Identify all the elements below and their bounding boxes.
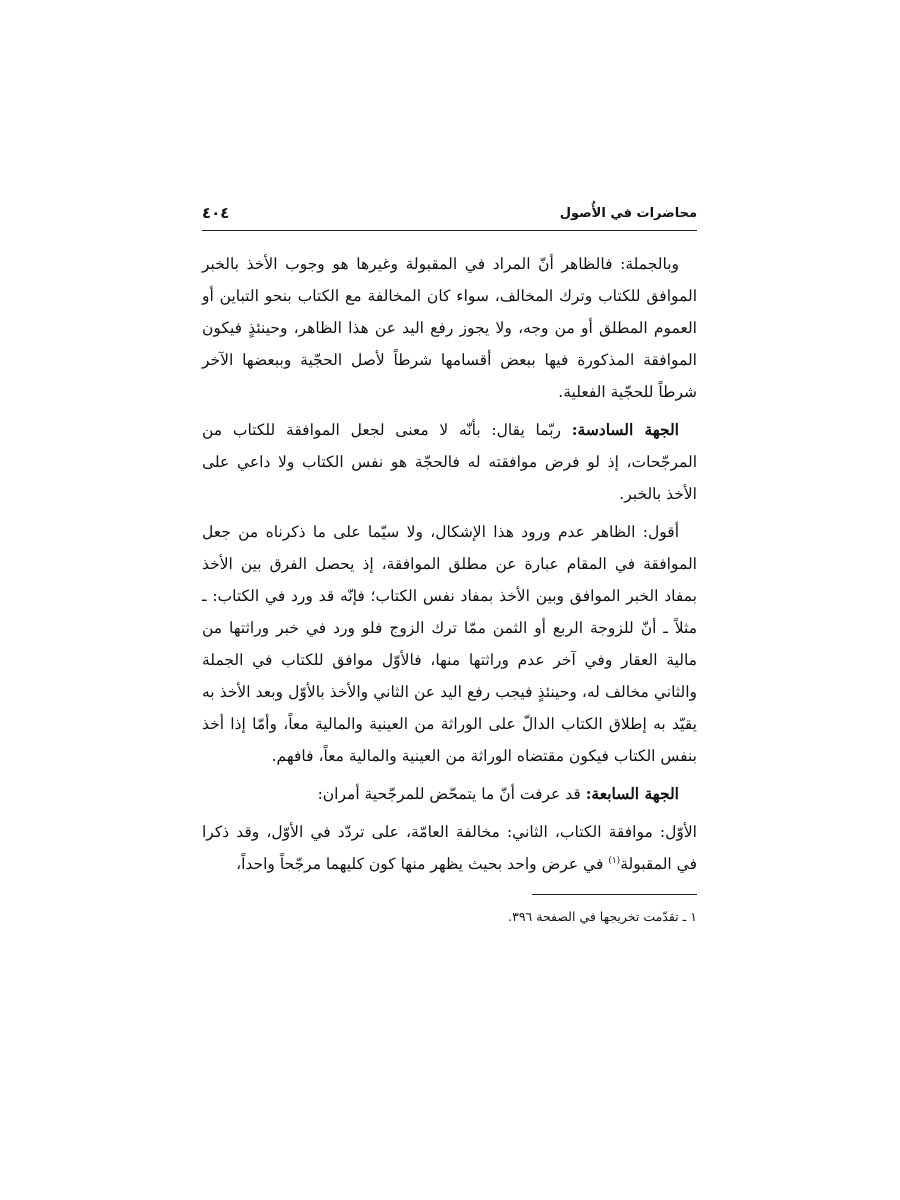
paragraph-text: ربّما يقال: بأنّه لا معنى لجعل الموافقة للكتاب من المرجّحات، إذ لو فرض موافقته له فالحجّة هو نفس الكتاب ولا داعي على الأخذ بالخبر. <box>202 421 697 503</box>
paragraph <box>202 248 697 408</box>
document-page <box>202 200 697 927</box>
paragraph-text: وبالجملة: فالظاهر أنّ المراد في المقبولة وغيرها هو وجوب الأخذ بالخبر الموافق للكتاب وترك المخالف، سواء كان المخالفة مع الكتاب بنحو التباين أو العموم المطلق أو من وجه، ولا يجوز رفع اليد عن هذا الظاهر، وحينئذٍ فيكون الموافقة المذكورة فيها ببعض أقسامها شرطاً لأصل الحجّية وببعضها الآخر شرطاً للحجّية الفعلية. <box>202 255 697 401</box>
section-label: الجهة السادسة: <box>571 420 679 439</box>
paragraph-text: قد عرفت أنّ ما يتمحّض للمرجّحية أمران: <box>317 785 586 803</box>
paragraph <box>202 516 697 772</box>
running-header <box>202 200 697 231</box>
main-text <box>202 248 697 880</box>
footnote: ١ ـ تقدّمت تخريجها في الصفحة ٣٩٦. <box>508 909 697 924</box>
page-number: ٤٠٤ <box>202 204 230 222</box>
paragraph <box>202 778 697 810</box>
book-title: محاضرات في الأُصول <box>559 206 697 221</box>
paragraph-text-continued: في عرض واحد بحيث يظهر منها كون كليهما مرجّحاً واحداً، <box>236 855 609 873</box>
paragraph-text: أقول: الظاهر عدم ورود هذا الإشكال، ولا سيّما على ما ذكرناه من جعل الموافقة في المقام عبارة عن مطلق الموافقة، إذ يحصل الفرق بين الأخذ بمفاد الخبر الموافق وبين الأخذ بمفاد نفس الكتاب؛ فإنّه قد ورد في الكتاب: ـ مثلاً ـ أنّ للزوجة الربع أو الثمن ممّا ترك الزوج فلو ورد في خبر وراثتها من مالية العقار وفي آخر عدم وراثتها منها، فالأوّل موافق للكتاب في الجملة والثاني مخالف له، وحينئذٍ فيجب رفع اليد عن الثاني والأخذ بالأوّل وبعد الأخذ به يقيّد به إطلاق الكتاب الدالّ على الوراثة من العينية والمالية معاً، وأمّا إذا أخذ بنفس الكتاب فيكون مقتضاه الوراثة من العينية والمالية معاً، فافهم. <box>202 523 697 765</box>
paragraph-text: الأوّل: موافقة الكتاب، الثاني: مخالفة العامّة، على تردّد في الأوّل، وقد ذكرا في المقبولة <box>202 823 697 873</box>
paragraph <box>202 414 697 510</box>
section-label: الجهة السابعة: <box>585 784 679 803</box>
paragraph <box>202 816 697 880</box>
footnote-reference[interactable]: (١) <box>608 855 621 866</box>
footnote-divider <box>532 894 697 895</box>
